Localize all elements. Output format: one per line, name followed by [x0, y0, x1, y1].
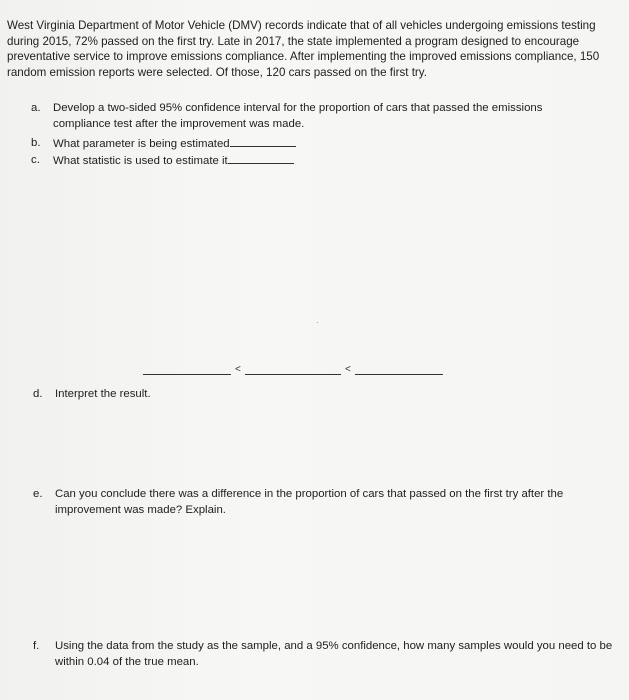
question-d-letter: d.	[33, 388, 43, 400]
question-f	[33, 639, 618, 671]
ci-less-than-1: <	[235, 364, 241, 375]
question-a-text: Develop a two-sided 95% confidence interval for the proportion of cars that passed the emissions compliance test after the improvement was made.	[53, 102, 543, 130]
question-b-letter: b.	[31, 137, 41, 149]
question-a	[31, 101, 601, 133]
question-b	[31, 136, 331, 152]
question-e	[33, 487, 613, 519]
ci-upper-bound-blank[interactable]	[355, 374, 443, 375]
question-d-text: Interpret the result.	[55, 388, 151, 400]
question-e-text: Can you conclude there was a difference in the proportion of cars that passed on the first try after the improvement was made? Explain.	[55, 488, 564, 516]
ci-parameter-blank[interactable]	[245, 374, 341, 375]
question-b-text: What parameter is being estimated	[53, 138, 230, 150]
ci-less-than-2: <	[345, 364, 351, 375]
ci-lower-bound-blank[interactable]	[143, 374, 231, 375]
question-a-letter: a.	[31, 102, 41, 114]
question-b-answer-blank[interactable]	[230, 136, 296, 147]
question-d	[33, 387, 333, 403]
question-c	[31, 153, 331, 169]
question-c-answer-blank[interactable]	[228, 153, 294, 164]
question-f-letter: f.	[33, 640, 40, 652]
question-c-letter: c.	[31, 154, 40, 166]
question-c-text: What statistic is used to estimate it	[53, 155, 228, 167]
problem-statement: West Virginia Department of Motor Vehicle (DMV) records indicate that of all vehicles undergoing emissions testing during 2015, 72% passed on the first try. Late in 2017, the state implemented a program designed to encourage preventative service to improve emissions compliance. After implementing the improved emissions compliance, 150 random emission reports were selected. Of those, 120 cars passed on the first try.	[7, 19, 600, 79]
paper-speck: ·	[316, 318, 319, 327]
question-f-text: Using the data from the study as the sample, and a 95% confidence, how many samples would you need to be within 0.04 of the true mean.	[55, 640, 613, 668]
question-e-letter: e.	[33, 488, 43, 500]
